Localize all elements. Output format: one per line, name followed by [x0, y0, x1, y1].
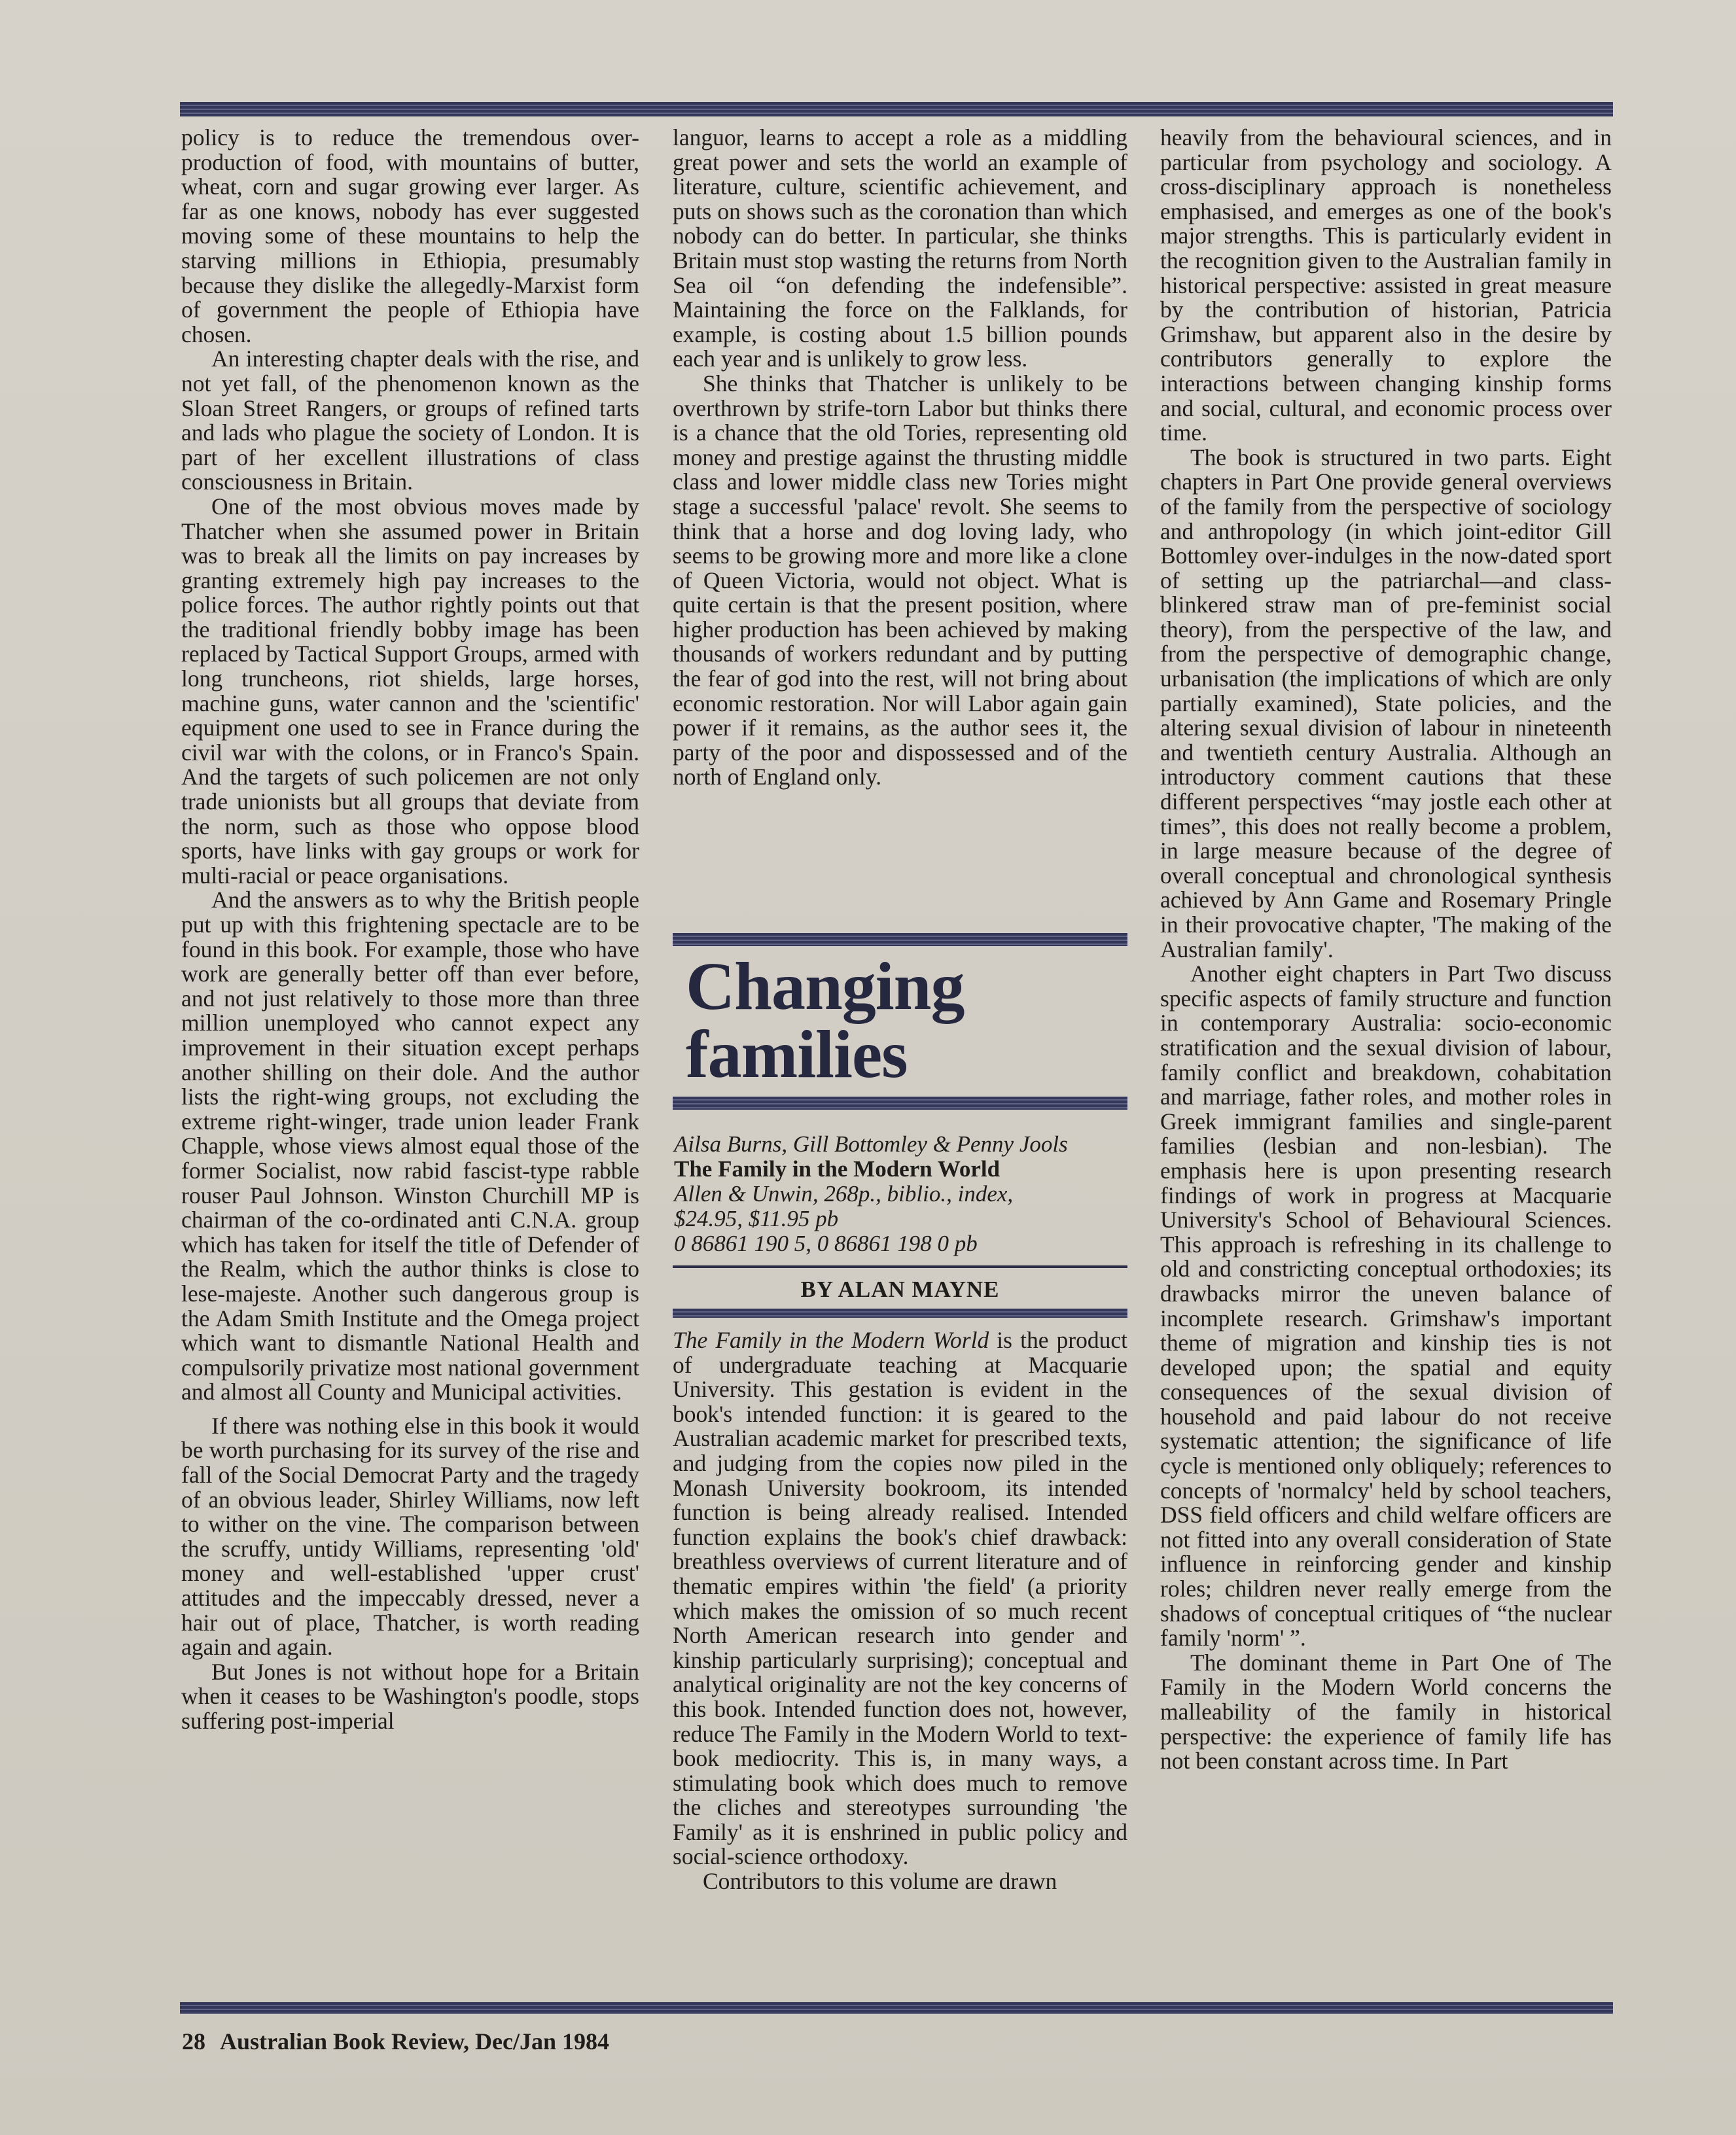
paragraph: The book is structured in two parts. Eight chapters in Part One provide general overviews of the family from the perspective of sociology and anthropology (in which joint-editor Gill Bottomley over-indulges in the now-dated sport of setting up the patriarchal—and class-blinkered straw man of pre-feminist social theory), from the perspective of the law, and from the perspective of demographic change, urbanisation (the implications of which are only partially examined), State policies, and the altering sexual division of labour in nineteenth and twentieth century Australia. Although an introductory comment cautions that these different perspectives “may jostle each other at times”, this does not really become a problem, in large measure because of the degree of overall conceptual and chronological synthesis achieved by Ann Game and Rosemary Pringle in their provocative chapter, 'The making of the Australian family'. [1160, 444, 1612, 962]
paragraph: The dominant theme in Part One of The Family in the Modern World concerns the malleability of the family in historical perspective: the experience of family life has not been constant across time. In Part [1160, 1649, 1612, 1774]
paragraph: She thinks that Thatcher is unlikely to be overthrown by strife-torn Labor but thinks there is a chance that the old Tories, representing old money and prestige against the thrusting middle class and lower middle class new Tories might stage a successful 'palace' revolt. She seems to think that a horse and dog loving lady, who seems to be growing more and more like a clone of Queen Victoria, would not object. What is quite certain is that the present position, where higher production has been achieved by making thousands of workers redundant and by putting the fear of god into the rest, will not bring about economic restoration. Nor will Labor again gain power if it remains, as the author sees it, the party of the poor and dispossessed and of the north of England only. [673, 370, 1127, 790]
review-intro-title: The Family in the Modern World [673, 1328, 989, 1353]
headline-top-rule [673, 933, 1127, 946]
paragraph [673, 1328, 1127, 1869]
paragraph: policy is to reduce the tremendous over-production of food, with mountains of butter, wheat, corn and sugar growing ever larger. As far as one knows, nobody has ever suggested moving some of these mountains to help the starving millions in Ethiopia, presumably because they dislike the allegedly-Marxist form of government the people of Ethiopia have chosen. [181, 126, 639, 347]
column-2 [673, 126, 1127, 930]
bottom-rule [180, 2002, 1613, 2014]
column-3 [1160, 126, 1612, 1997]
byline-top-rule [673, 1265, 1127, 1268]
book-details [674, 1132, 1129, 1256]
paragraph: languor, learns to accept a role as a middling great power and sets the world an example of literature, culture, scientific achievement, and puts on shows such as the coronation than which nobody can do better. In particular, she thinks Britain must stop wasting the returns from North Sea oil “on defending the indefensible”. Maintaining the force on the Falklands, for example, is costing about 1.5 billion pounds each year and is unlikely to grow less. [673, 126, 1127, 372]
page-number: 28 [182, 2028, 205, 2055]
review-intro-text: is the product of undergraduate teaching at Macquarie University. This gestation is evident in the book's intended function: it is geared to the Australian academic market for prescribed texts, and judging from the copies now piled in the Monash University bookroom, its intended function is being already realised. Intended function explains the book's chief drawback: breathless overviews of current literature and of thematic empires within 'the field' (a priority which makes the omission of so much recent North American research into gender and kinship particularly surprising); conceptual and analytical originality are not the key concerns of this book. Intended function does not, however, reduce The Family in the Modern World to text-book mediocrity. This is, in many ways, a stimulating book which does much to remove the cliches and stereotypes surrounding 'the Family' as it is enshrined in public policy and social-science orthodoxy. [673, 1328, 1127, 1870]
book-isbn: 0 86861 190 5, 0 86861 198 0 pb [674, 1231, 978, 1256]
paragraph: Another eight chapters in Part Two discuss specific aspects of family structure and function in contemporary Australia: socio-economic stratification and the sexual division of labour, family conflict and breakdown, cohabitation and marriage, father roles, and mother roles in Greek immigrant families and single-parent families (lesbian and non-lesbian). The emphasis here is upon presenting research findings of work in progress at Macquarie University's School of Behavioural Sciences. This approach is refreshing in its challenge to old and constricting conceptual orthodoxies; its drawbacks mirror the uneven balance of incomplete research. Grimshaw's important theme of migration and kinship ties is not developed upon; the spatial and equity consequences of the sexual division of household and paid labour do not receive systematic attention; the significance of life cycle is mentioned only obliquely; references to concepts of 'normalcy' held by school teachers, DSS field officers and child welfare officers are not fitted into any overall consideration of State influence in reinforcing gender and kinship roles; children never really emerge from the shadows of conceptual critiques of “the nuclear family 'norm' ”. [1160, 961, 1612, 1651]
paragraph: But Jones is not without hope for a Britain when it ceases to be Washington's poodle, stops suffering post-imperial [181, 1658, 639, 1734]
review-column [673, 1328, 1127, 2017]
byline: BY ALAN MAYNE [800, 1277, 1000, 1302]
paragraph: heavily from the behavioural sciences, and in particular from psychology and sociology. A cross-disciplinary approach is nonetheless emphasised, and emerges as one of the book's major strengths. This is particularly evident in the recognition given to the Australian family in historical perspective: assisted in great measure by the contribution of historian, Patricia Grimshaw, but apparent also in the desire by contributors generally to explore the interactions between changing kinship forms and social, cultural, and economic process over time. [1160, 126, 1612, 446]
top-rule [180, 102, 1613, 116]
byline-bottom-rule [673, 1309, 1127, 1318]
paragraph: An interesting chapter deals with the rise, and not yet fall, of the phenomenon known as the Sloan Street Rangers, or groups of refined tarts and lads who plague the society of London. It is part of her excellent illustrations of class consciousness in Britain. [181, 345, 639, 495]
publication-name: Australian Book Review, Dec/Jan 1984 [220, 2028, 610, 2055]
headline-bottom-rule [673, 1097, 1127, 1110]
book-publisher: Allen & Unwin, 268p., biblio., index, [674, 1181, 1014, 1207]
page-footer [182, 2028, 624, 2055]
paragraph: If there was nothing else in this book it would be worth purchasing for its survey of the rise and fall of the Social Democrat Party and the tragedy of an obvious leader, Shirley Williams, now left to wither on the vine. The comparison between the scruffy, untidy Williams, representing 'old' money and well-established 'upper crust' attitudes and the impeccably dressed, never a hair out of place, Thatcher, is worth reading again and again. [181, 1412, 639, 1661]
headline-line: Changing [686, 949, 965, 1024]
review-headline [686, 949, 1131, 1092]
paragraph: And the answers as to why the British people put up with this frightening spectacle are to be found in this book. For example, those who have work are generally better off than ever before, and not just relatively to those more than three million unemployed who cannot expect any improvement in their situation except perhaps another shilling on their dole. And the author lists the right-wing groups, not excluding the extreme right-winger, trade union leader Frank Chapple, whose views almost equal those of the former Socialist, now rabid fascist-type rabble rouser Paul Johnson. Winston Churchill MP is chairman of the co-ordinated anti C.N.A. group which has taken for itself the title of Defender of the Realm, which the author thinks is close to lese-majeste. Another such dangerous group is the Adam Smith Institute and the Omega project which want to dismantle National Health and compulsorily privatize most national government and almost all County and Municipal activities. [181, 887, 639, 1405]
headline-line: families [686, 1017, 908, 1092]
column-1 [181, 126, 639, 1997]
book-price: $24.95, $11.95 pb [674, 1206, 839, 1231]
paragraph: One of the most obvious moves made by Thatcher when she assumed power in Britain was to break all the limits on pay increases by granting extremely high pay increases to the police forces. The author rightly points out that the traditional friendly bobby image has been replaced by Tactical Support Groups, armed with long truncheons, riot shields, large horses, machine guns, water cannon and the 'scientific' equipment one used to see in France during the civil war with the colons, or in Franco's Spain. And the targets of such policemen are not only trade unionists but all groups that deviate from the norm, such as those who oppose blood sports, have links with gay groups or work for multi-racial or peace organisations. [181, 493, 639, 889]
book-title: The Family in the Modern World [674, 1156, 1001, 1182]
book-authors: Ailsa Burns, Gill Bottomley & Penny Jools [674, 1131, 1068, 1157]
paragraph: Contributors to this volume are drawn [703, 1868, 1057, 1895]
